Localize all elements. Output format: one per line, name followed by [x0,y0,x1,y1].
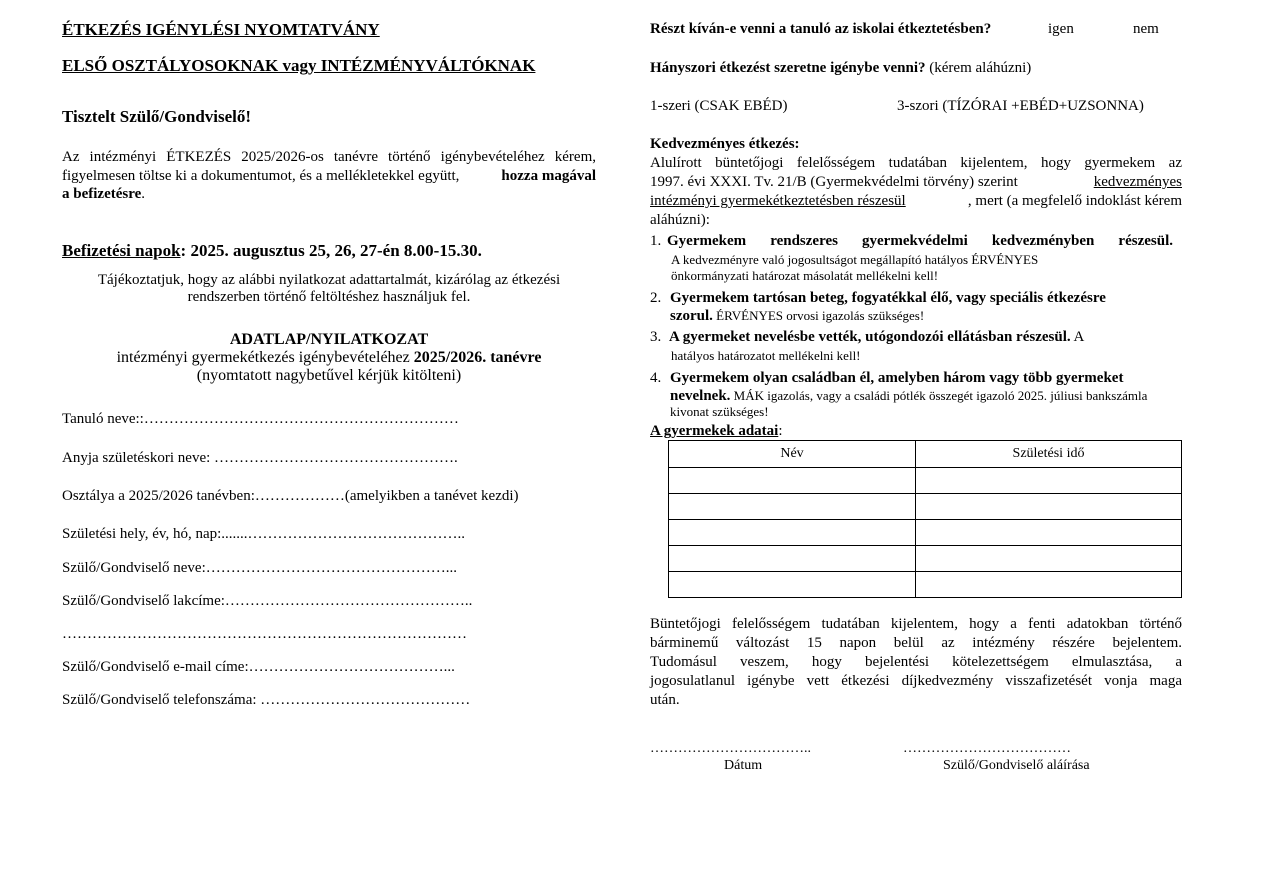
intro-line-1: Az intézményi ÉTKEZÉS 2025/2026-os tanévre történő igénybevételéhez kérem, [62,149,596,165]
datasheet-header [62,331,596,385]
notice-line-1: Tájékoztatjuk, hogy az alábbi nyilatkozat adattartalmát, kizárólag az étkezési [97,272,561,288]
table-row [669,572,1182,598]
children-table [668,440,1182,598]
item-4-number: 4. [650,370,662,386]
discount-line-3: intézményi gyermekétkeztetésben részesül , mert (a megfelelő indoklást kérem [650,193,1182,209]
notice [62,272,596,306]
form-subtitle: ELSŐ OSZTÁLYOSOKNAK vagy INTÉZMÉNYVÁLTÓKNAK [62,56,536,75]
option-three[interactable]: 3-szori (TÍZÓRAI +EBÉD+UZSONNA) [897,98,1144,114]
table-row [669,546,1182,572]
notice-line-2: rendszerben történő feltöltéshez használjuk fel. [187,289,471,305]
declaration-line-5: után. [650,692,680,708]
intro-bold-b: a befizetésre [62,186,142,202]
table-cell[interactable] [669,468,916,494]
item-1-number: 1. [650,233,662,249]
table-row [669,494,1182,520]
table-cell[interactable] [916,494,1182,520]
date-label: Dátum [724,758,763,773]
discount-line-4: aláhúzni): [650,212,710,228]
table-cell[interactable] [916,546,1182,572]
payment-days [62,241,482,261]
table-cell[interactable] [669,572,916,598]
field-address-cont[interactable]: ……………………………………………………………………… [62,626,467,642]
datasheet-sub: intézményi gyermekétkezés igénybevételéhez 2025/2026. tanévre [116,349,542,366]
item-4-note-2: kivonat szükséges! [670,404,769,419]
item-3-number: 3. [650,329,662,345]
greeting: Tisztelt Szülő/Gondviselő! [62,107,252,126]
field-student-name[interactable]: Tanuló neve::……………………………………………………… [62,411,459,427]
header-name: Név [669,441,916,468]
table-row [669,468,1182,494]
item-3-note: hatályos határozatot mellékelni kell! [671,348,861,363]
answer-yes[interactable]: igen [1048,21,1074,37]
table-row [669,520,1182,546]
answer-no[interactable]: nem [1133,21,1159,37]
table-cell[interactable] [669,520,916,546]
signature-label: Szülő/Gondviselő aláírása [943,758,1090,773]
item-1-note-1: A kedvezményre való jogosultságot megállapító hatályos ÉRVÉNYES [671,252,1039,267]
signature-line[interactable]: ……………………………… [903,741,1071,756]
date-line[interactable]: …………………………….. [650,741,811,756]
datasheet-title: ADATLAP/NYILATKOZAT [229,331,429,348]
payment-label: Befizetési napok [62,241,181,260]
discount-line-1: Alulírott büntetőjogi felelősségem tudatában kijelentem, hogy gyermekem az [650,155,1182,171]
item-4-line-2: nevelnek. MÁK igazolás, vagy a családi pótlék összegét igazoló 2025. júliusi bankszámla [670,388,1148,404]
table-cell[interactable] [916,468,1182,494]
declaration-line-2: bárminemű változást 15 napon belül az intézmény részére bejelentem. [650,635,1182,651]
payment-dates: : 2025. augusztus 25, 26, 27-én 8.00-15.30. [180,241,482,260]
field-parent-address[interactable]: Szülő/Gondviselő lakcíme:………………………………………….. [62,593,473,609]
question-participation [650,21,991,38]
item-2-line-2: szorul. ÉRVÉNYES orvosi igazolás szükséges! [670,308,925,324]
field-parent-phone[interactable]: Szülő/Gondviselő telefonszáma: …………………………………… [62,692,471,708]
intro-line-3 [62,186,145,203]
declaration-line-4: jogosulatlanul igénybe vett étkezési díjkedvezmény visszafizetését vonja maga [650,673,1182,689]
table-cell[interactable] [916,572,1182,598]
datasheet-note: (nyomtatott nagybetűvel kérjük kitölteni) [196,367,462,384]
table-cell[interactable] [669,494,916,520]
item-1-note-2: önkormányzati határozat másolatát mellékelni kell! [671,268,939,283]
declaration-line-1: Büntetőjogi felelősségem tudatában kijelentem, hogy a fenti adatokban történő [650,616,1182,632]
intro-bold-a: hozza magával [501,168,596,184]
item-2-number: 2. [650,290,662,306]
intro-line-2 [62,168,596,185]
option-once[interactable]: 1-szeri (CSAK EBÉD) [650,98,788,114]
field-parent-email[interactable]: Szülő/Gondviselő e-mail címe:…………………………………... [62,659,455,675]
item-2-line-1[interactable]: Gyermekem tartósan beteg, fogyatékkal élő, vagy speciális étkezésre [670,290,1106,306]
declaration-line-3: Tudomásul veszem, hogy bejelentési kötelezettségem elmulasztása, a [650,654,1182,670]
intro-end: . [141,186,146,202]
form-title: ÉTKEZÉS IGÉNYLÉSI NYOMTATVÁNY [62,20,380,39]
field-mother-name[interactable]: Anyja születéskori neve: …………………………………………. [62,450,458,466]
field-birth[interactable]: Születési hely, év, hó, nap:.......…………………………………….. [62,526,466,542]
intro-text: figyelmesen töltse ki a dokumentumot, és a mellékletekkel együtt, [62,168,460,184]
children-data-title: A gyermekek adatai: [650,423,783,439]
item-1[interactable]: Gyermekem rendszeres gyermekvédelmi kedvezményben részesül. [667,233,1173,249]
discount-line-2: 1997. évi XXXI. Tv. 21/B (Gyermekvédelmi törvény) szerint kedvezményes [650,174,1182,190]
field-parent-name[interactable]: Szülő/Gondviselő neve:…………………………………………... [62,560,457,576]
table-header-row [669,441,1182,468]
table-cell[interactable] [916,520,1182,546]
item-4-line-1[interactable]: Gyermekem olyan családban él, amelyben három vagy több gyermeket [670,370,1124,386]
header-birthdate: Születési idő [916,441,1182,468]
discount-title: Kedvezményes étkezés: [650,136,800,152]
field-class[interactable]: Osztálya a 2025/2026 tanévben:………………(amelyikben a tanévet kezdi) [62,488,519,504]
table-cell[interactable] [669,546,916,572]
question-text: Részt kíván-e venni a tanuló az iskolai étkeztetésben? [650,21,992,37]
question-frequency: Hányszori étkezést szeretne igénybe venni? (kérem aláhúzni) [650,60,1032,76]
item-3[interactable]: A gyermeket nevelésbe vették, utógondozói ellátásban részesül. A [669,329,1085,345]
